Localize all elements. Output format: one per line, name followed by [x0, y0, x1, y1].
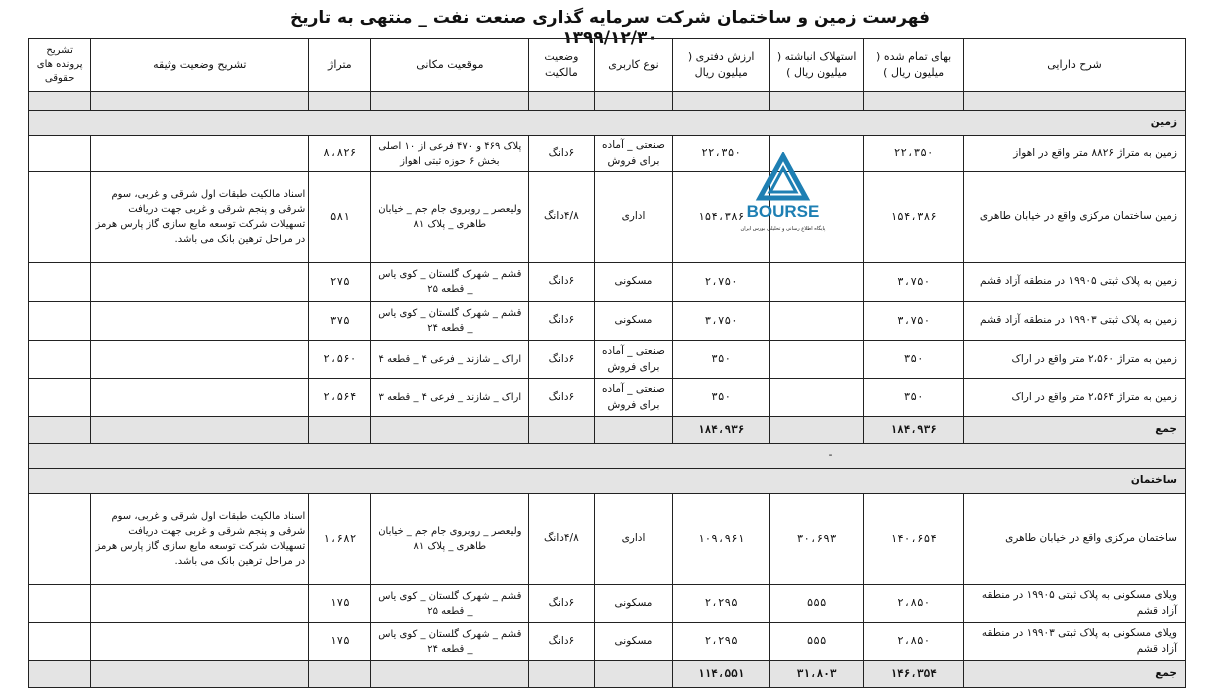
cell-document-status: [91, 379, 309, 417]
table-row: [29, 341, 1186, 379]
cell-book-value: ۳۵۰: [673, 379, 770, 417]
cell-ownership: ۶دانگ: [529, 136, 594, 172]
cell-description: زمین ساختمان مرکزی واقع در خیابان طاهری: [963, 172, 1185, 263]
cell-depreciation: [769, 379, 863, 417]
section-row-land: [29, 111, 1186, 136]
cell-cost: ۱۴۰،۶۵۴: [864, 494, 964, 585]
cell-usage: صنعتی _ آماده برای فروش: [594, 379, 673, 417]
cell-area: ۵۸۱: [309, 172, 371, 263]
cell-legal-files: [29, 494, 91, 585]
cell-document-status: [91, 585, 309, 623]
cell-location: قشم _ شهرک گلستان _ کوی یاس _ قطعه ۲۵: [371, 585, 529, 623]
header-usage: نوع کاربری: [594, 39, 673, 92]
cell-legal-files: [29, 172, 91, 263]
total-depreciation: [769, 417, 863, 444]
cell-document-status: اسناد مالکیت طبقات اول شرقی و غربی، سوم شرقی و پنجم شرقی و غربی جهت دریافت تسهیلات شرکت توسعه مایع سازی گاز پارس هرمز در مراحل ترهین بانک می باشد.: [91, 494, 309, 585]
cell-book-value: ۳۵۰: [673, 341, 770, 379]
cell-location: قشم _ شهرک گلستان _ کوی یاس _ قطعه ۲۴: [371, 302, 529, 341]
logo-brand-text: BOURSE: [746, 202, 820, 221]
section-row-building: [29, 469, 1186, 494]
cell-legal-files: [29, 302, 91, 341]
cell-cost: ۲،۸۵۰: [864, 585, 964, 623]
cell-ownership: ۶دانگ: [529, 341, 594, 379]
cell-document-status: [91, 136, 309, 172]
header-area: متراژ: [309, 39, 371, 92]
cell-ownership: ۶دانگ: [529, 263, 594, 302]
cell-cost: ۲۲،۳۵۰: [864, 136, 964, 172]
logo-tagline-text: پایگاه اطلاع رسانی و تحلیلی بورس ایران: [740, 226, 826, 232]
cell-description: زمین به پلاک ثبتی ۱۹۹۰۳ در منطقه آزاد قشم: [963, 302, 1185, 341]
page-title: فهرست زمین و ساختمان شرکت سرمایه گذاری صنعت نفت _ منتهی به تاریخ ۱۳۹۹/۱۲/۳۰: [289, 8, 931, 48]
cell-description: زمین به متراژ ۸۸۲۶ متر واقع در اهواز: [963, 136, 1185, 172]
cell-book-value: ۲،۷۵۰: [673, 263, 770, 302]
total-label: جمع: [963, 417, 1185, 444]
cell-description: زمین به پلاک ثبتی ۱۹۹۰۵ در منطقه آزاد قشم: [963, 263, 1185, 302]
cell-ownership: ۶دانگ: [529, 302, 594, 341]
table-row: [29, 302, 1186, 341]
table-row: [29, 263, 1186, 302]
cell-cost: ۳،۷۵۰: [864, 302, 964, 341]
cell-location: پلاک ۴۶۹ و ۴۷۰ فرعی از ۱۰ اصلی بخش ۶ حوزه ثبتی اهواز: [371, 136, 529, 172]
header-ownership: وضعیت مالکیت: [529, 39, 594, 92]
cell-usage: مسکونی: [594, 263, 673, 302]
cell-usage: صنعتی _ آماده برای فروش: [594, 136, 673, 172]
table-row: [29, 623, 1186, 661]
cell-cost: ۳۵۰: [864, 341, 964, 379]
cell-description: ویلای مسکونی به پلاک ثبتی ۱۹۹۰۵ در منطقه آزاد قشم: [963, 585, 1185, 623]
cell-document-status: [91, 341, 309, 379]
cell-cost: ۳۵۰: [864, 379, 964, 417]
cell-usage: مسکونی: [594, 302, 673, 341]
cell-description: ساختمان مرکزی واقع در خیابان طاهری: [963, 494, 1185, 585]
header-row: [29, 39, 1186, 92]
cell-depreciation: [769, 302, 863, 341]
cell-book-value: ۲،۲۹۵: [673, 585, 770, 623]
header-location: موقعیت مکانی: [371, 39, 529, 92]
cell-location: اراک _ شازند _ فرعی ۴ _ قطعه ۴: [371, 341, 529, 379]
cell-cost: ۲،۸۵۰: [864, 623, 964, 661]
table-row: [29, 172, 1186, 263]
total-row-building: [29, 661, 1186, 688]
bourse-logo-icon: [740, 152, 826, 238]
cell-cost: ۱۵۴،۳۸۶: [864, 172, 964, 263]
assets-table: [28, 38, 1186, 688]
header-document-status: تشریح وضعیت وثیقه: [91, 39, 309, 92]
cell-legal-files: [29, 341, 91, 379]
bourse-watermark-logo: [740, 152, 826, 238]
cell-usage: مسکونی: [594, 623, 673, 661]
cell-location: قشم _ شهرک گلستان _ کوی یاس _ قطعه ۲۴: [371, 623, 529, 661]
cell-area: ۳۷۵: [309, 302, 371, 341]
cell-area: ۱۷۵: [309, 623, 371, 661]
cell-book-value: ۱۰۹،۹۶۱: [673, 494, 770, 585]
cell-depreciation: ۵۵۵: [769, 585, 863, 623]
cell-location: قشم _ شهرک گلستان _ کوی یاس _ قطعه ۲۵: [371, 263, 529, 302]
cell-depreciation: [769, 263, 863, 302]
total-cost: ۱۴۶،۳۵۴: [864, 661, 964, 688]
total-row-land: [29, 417, 1186, 444]
cell-document-status: اسناد مالکیت طبقات اول شرقی و غربی، سوم شرقی و پنجم شرقی و غربی جهت دریافت تسهیلات شرکت توسعه مایع سازی گاز پارس هرمز در مراحل ترهین بانک می باشد.: [91, 172, 309, 263]
cell-area: ۱۷۵: [309, 585, 371, 623]
cell-area: ۲،۵۶۴: [309, 379, 371, 417]
cell-book-value: ۳،۷۵۰: [673, 302, 770, 341]
cell-legal-files: [29, 379, 91, 417]
cell-legal-files: [29, 263, 91, 302]
cell-area: ۱،۶۸۲: [309, 494, 371, 585]
cell-usage: اداری: [594, 494, 673, 585]
cell-document-status: [91, 302, 309, 341]
total-depreciation: ۳۱،۸۰۳: [769, 661, 863, 688]
cell-ownership: ۶دانگ: [529, 585, 594, 623]
cell-description: زمین به متراژ ۲،۵۶۰ متر واقع در اراک: [963, 341, 1185, 379]
cell-legal-files: [29, 585, 91, 623]
cell-area: ۲۷۵: [309, 263, 371, 302]
cell-ownership: ۴/۸دانگ: [529, 494, 594, 585]
header-cost: بهای تمام شده ( میلیون ریال ): [864, 39, 964, 92]
cell-depreciation: ۵۵۵: [769, 623, 863, 661]
header-legal-files: تشریح پرونده های حقوقی: [29, 39, 91, 92]
cell-usage: صنعتی _ آماده برای فروش: [594, 341, 673, 379]
cell-cost: ۳،۷۵۰: [864, 263, 964, 302]
cell-book-value: ۲،۲۹۵: [673, 623, 770, 661]
total-book-value: ۱۱۴،۵۵۱: [673, 661, 770, 688]
cell-legal-files: [29, 136, 91, 172]
section-label-building: ساختمان: [29, 469, 1186, 494]
header-description: شرح دارایی: [963, 39, 1185, 92]
cell-book-value: ۱۵۴،۳۸۶: [673, 172, 770, 263]
cell-ownership: ۶دانگ: [529, 379, 594, 417]
cell-legal-files: [29, 623, 91, 661]
spacer-row: [29, 92, 1186, 111]
cell-document-status: [91, 623, 309, 661]
cell-depreciation: [769, 341, 863, 379]
table-row: [29, 136, 1186, 172]
cell-usage: اداری: [594, 172, 673, 263]
section-row-building-dash: [29, 444, 1186, 469]
cell-location: اراک _ شازند _ فرعی ۴ _ قطعه ۳: [371, 379, 529, 417]
cell-usage: مسکونی: [594, 585, 673, 623]
table-row: [29, 494, 1186, 585]
table-row: [29, 379, 1186, 417]
section-label-land: زمین: [29, 111, 1186, 136]
header-book-value: ارزش دفتری ( میلیون ریال: [673, 39, 770, 92]
cell-area: ۲،۵۶۰: [309, 341, 371, 379]
cell-location: ولیعصر _ روبروی جام جم _ خیابان طاهری _ پلاک ۸۱: [371, 172, 529, 263]
cell-book-value: ۲۲،۳۵۰: [673, 136, 770, 172]
cell-ownership: ۶دانگ: [529, 623, 594, 661]
cell-location: ولیعصر _ روبروی جام جم _ خیابان طاهری _ پلاک ۸۱: [371, 494, 529, 585]
cell-depreciation: ۳۰،۶۹۳: [769, 494, 863, 585]
table-row: [29, 585, 1186, 623]
section-dash: -: [29, 444, 1186, 469]
cell-document-status: [91, 263, 309, 302]
cell-area: ۸،۸۲۶: [309, 136, 371, 172]
total-cost: ۱۸۴،۹۳۶: [864, 417, 964, 444]
cell-ownership: ۴/۸دانگ: [529, 172, 594, 263]
total-label: جمع: [963, 661, 1185, 688]
total-book-value: ۱۸۴،۹۳۶: [673, 417, 770, 444]
cell-description: ویلای مسکونی به پلاک ثبتی ۱۹۹۰۳ در منطقه آزاد قشم: [963, 623, 1185, 661]
header-depreciation: استهلاک انباشته ( میلیون ریال ): [769, 39, 863, 92]
cell-description: زمین به متراژ ۲،۵۶۴ متر واقع در اراک: [963, 379, 1185, 417]
